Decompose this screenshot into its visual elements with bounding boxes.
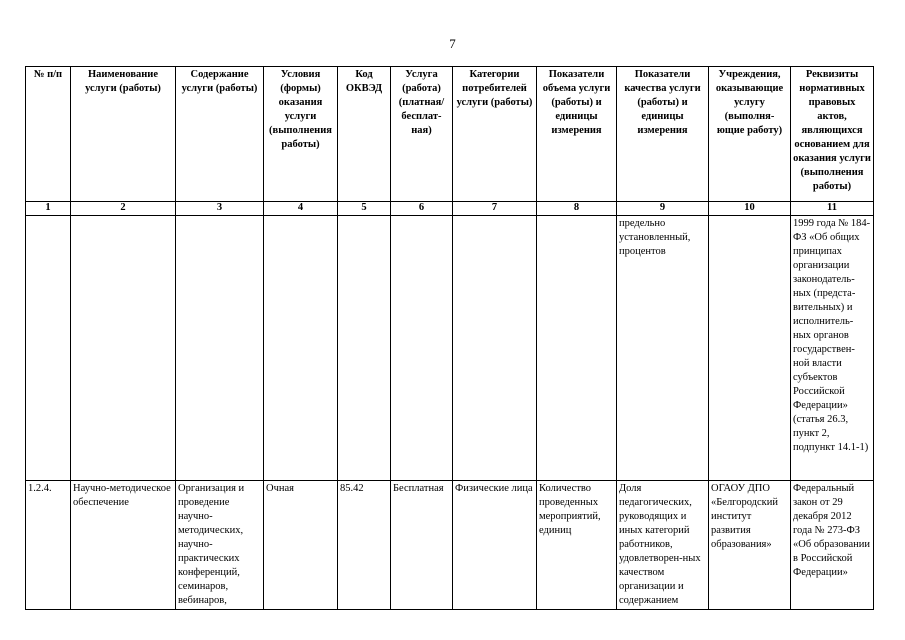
table-cell: Очная <box>264 481 338 610</box>
table-cell: Научно-методическое обеспечение <box>71 481 176 610</box>
table-cell: Доля педагогических, руководящих и иных категорий работников, удовлетворен-ных качеством организации и содержанием <box>617 481 709 610</box>
column-number: 6 <box>391 202 453 216</box>
table-cell <box>26 216 71 481</box>
column-number: 9 <box>617 202 709 216</box>
table-cell <box>176 216 264 481</box>
table-cell <box>71 216 176 481</box>
table-cell: 1999 года № 184-ФЗ «Об общих принципах организации законодатель-ных (предста-вительных) и исполнитель-ных органов государствен-ной власти субъектов Российской Федерации» (статья 26.3, пункт 2, подпункт 14.1-1) <box>791 216 874 481</box>
services-table <box>25 66 874 610</box>
column-header: Наименование услуги (работы) <box>71 67 176 202</box>
column-number-row <box>26 202 874 216</box>
table-cell <box>537 216 617 481</box>
column-number: 10 <box>709 202 791 216</box>
column-number: 1 <box>26 202 71 216</box>
column-number: 7 <box>453 202 537 216</box>
table-cell <box>453 216 537 481</box>
table-cell <box>391 216 453 481</box>
table-cell: 85.42 <box>338 481 391 610</box>
table-cell: Количество проведенных мероприятий, единиц <box>537 481 617 610</box>
table-cell <box>338 216 391 481</box>
table-cell: Федеральный закон от 29 декабря 2012 года № 273-ФЗ «Об образовании в Российской Федерации» <box>791 481 874 610</box>
column-number: 5 <box>338 202 391 216</box>
column-number: 8 <box>537 202 617 216</box>
table-cell: ОГАОУ ДПО «Белгородский институт развития образования» <box>709 481 791 610</box>
column-number: 11 <box>791 202 874 216</box>
table-cell: Организация и проведение научно-методических, научно-практических конференций, семинаров, вебинаров, <box>176 481 264 610</box>
column-header: Показатели объема услуги (работы) и единицы измерения <box>537 67 617 202</box>
column-header: Содержание услуги (работы) <box>176 67 264 202</box>
table-row <box>26 481 874 610</box>
column-header: Реквизиты нормативных правовых актов, являющихся основанием для оказания услуги (выполнения работы) <box>791 67 874 202</box>
column-header: Учреждения, оказывающие услугу (выполня-ющие работу) <box>709 67 791 202</box>
table-cell: Бесплатная <box>391 481 453 610</box>
table-header-row <box>26 67 874 202</box>
table-cell: 1.2.4. <box>26 481 71 610</box>
column-header: Условия (формы) оказания услуги (выполнения работы) <box>264 67 338 202</box>
table-cell <box>264 216 338 481</box>
column-header: Код ОКВЭД <box>338 67 391 202</box>
column-header: Категории потребителей услуги (работы) <box>453 67 537 202</box>
table-cell: предельно установленный, процентов <box>617 216 709 481</box>
column-number: 3 <box>176 202 264 216</box>
table-cell <box>709 216 791 481</box>
page-number: 7 <box>449 36 456 51</box>
column-header: № п/п <box>26 67 71 202</box>
table-cell: Физические лица <box>453 481 537 610</box>
column-header: Показатели качества услуги (работы) и единицы измерения <box>617 67 709 202</box>
table-row <box>26 216 874 481</box>
column-number: 4 <box>264 202 338 216</box>
column-number: 2 <box>71 202 176 216</box>
column-header: Услуга (работа) (платная/ бесплат-ная) <box>391 67 453 202</box>
